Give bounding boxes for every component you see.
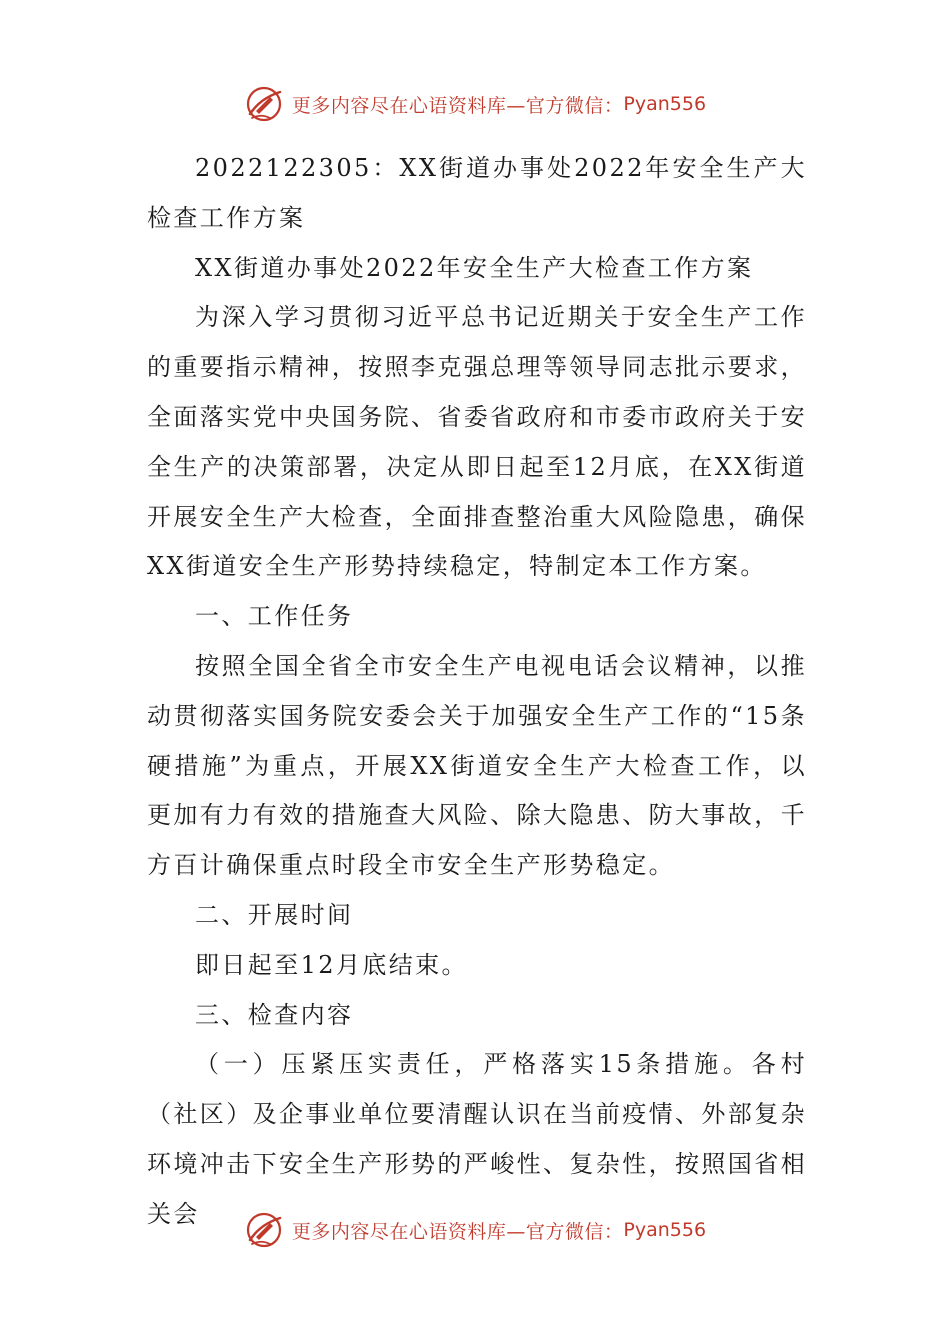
watermark-banner-bottom: [0, 1208, 950, 1252]
section-3-item-1: （一）压紧压实责任，严格落实15条措施。各村（社区）及企事业单位要清醒认识在当前疫情、外部复杂环境冲击下安全生产形势的严峻性、复杂性，按照国省相关会: [147, 1050, 807, 1228]
watermark-banner-top: [0, 82, 950, 126]
pen-logo-icon: [244, 84, 284, 124]
paragraph-intro: 为深入学习贯彻习近平总书记近期关于安全生产工作的重要指示精神，按照李克强总理等领导同志批示要求，全面落实党中央国务院、省委省政府和市委市政府关于安全生产的决策部署，决定从即日起至12月底，在XX街道开展安全生产大检查，全面排查整治重大风险隐患，确保XX街道安全生产形势持续稳定，特制定本工作方案。: [147, 303, 807, 581]
section-2-body: 即日起至12月底结束。: [195, 950, 468, 979]
watermark-text: 更多内容尽在心语资料库—官方微信：: [291, 1220, 624, 1243]
section-3-title: 三、检查内容: [195, 1000, 354, 1029]
document-subtitle: XX街道办事处2022年安全生产大检查工作方案: [195, 253, 754, 282]
watermark-wechat-id: Pyan556: [623, 93, 707, 115]
document-body: [147, 144, 807, 1240]
watermark-wechat-id: Pyan556: [623, 1219, 707, 1241]
section-2-title: 二、开展时间: [195, 900, 354, 929]
document-heading: 2022122305：XX街道办事处2022年安全生产大检查工作方案: [147, 154, 807, 232]
pen-logo-icon: [244, 1210, 284, 1250]
watermark-text: 更多内容尽在心语资料库—官方微信：: [291, 94, 624, 117]
section-1-body: 按照全国全省全市安全生产电视电话会议精神，以推动贯彻落实国务院安委会关于加强安全生产工作的“15条硬措施”为重点，开展XX街道安全生产大检查工作，以更加有力有效的措施查大风险、除大隐患、防大事故，千方百计确保重点时段全市安全生产形势稳定。: [147, 651, 807, 880]
section-1-title: 一、工作任务: [195, 602, 354, 631]
